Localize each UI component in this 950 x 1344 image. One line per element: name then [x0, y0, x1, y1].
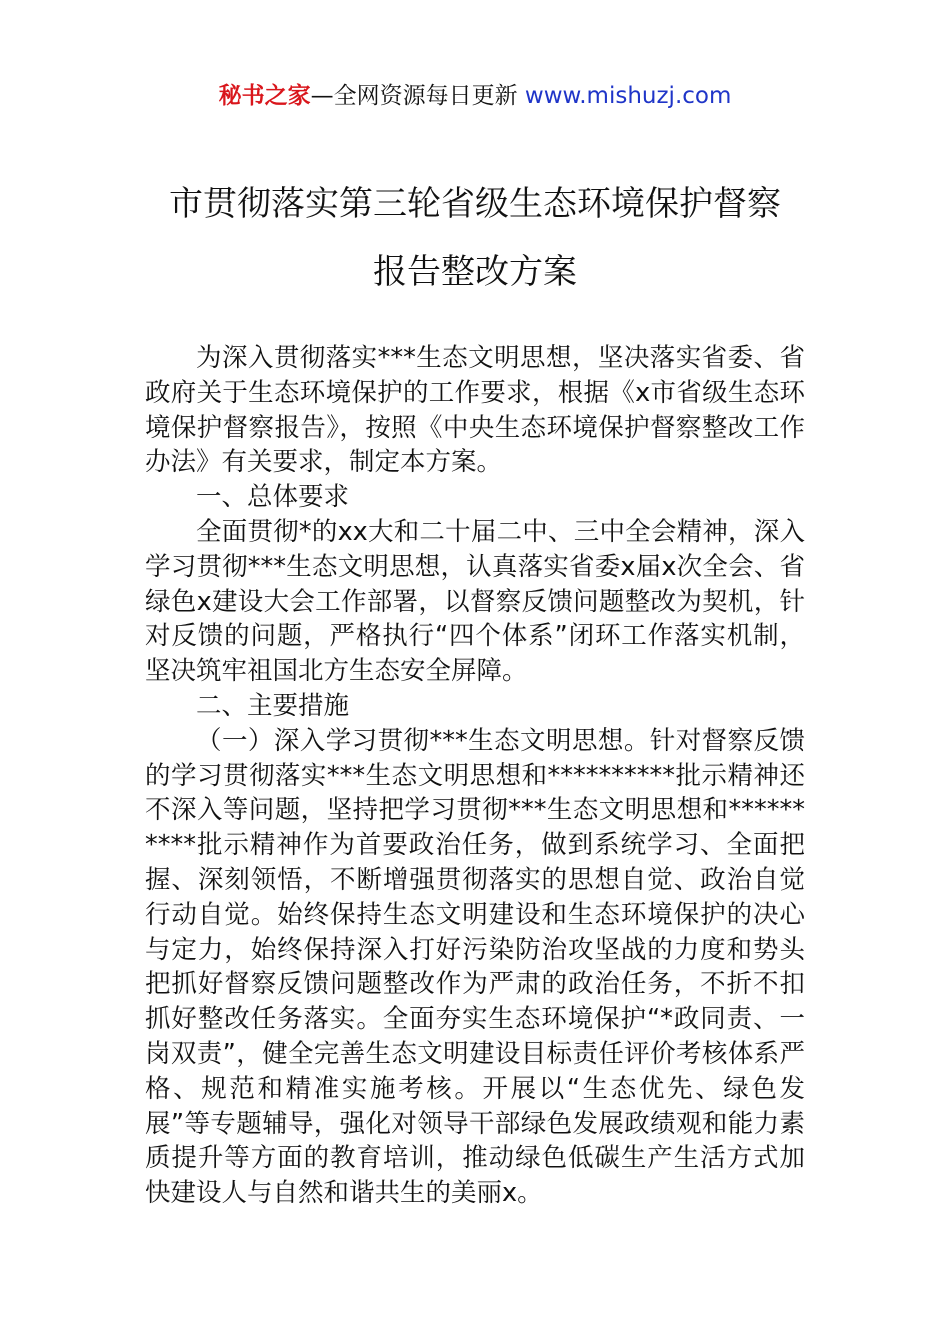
- site-banner: [0, 80, 950, 112]
- overall-requirements-paragraph: 全面贯彻*的xx大和二十届二中、三中全会精神，深入学习贯彻***生态文明思想，认真落实省委x届x次全会、省绿色x建设大会工作部署，以督察反馈问题整改为契机，针对反馈的问题，严格执行“四个体系”闭环工作落实机制，坚决筑牢祖国北方生态安全屏障。: [145, 516, 805, 687]
- brand-name: 秘书之家: [218, 83, 311, 109]
- document-title-line-1: 市贯彻落实第三轮省级生态环境保护督察: [169, 184, 781, 224]
- section-heading-main-measures: 二、主要措施: [196, 690, 350, 721]
- banner-slogan: —全网资源每日更新: [310, 83, 525, 109]
- measure-1-paragraph: （一）深入学习贯彻***生态文明思想。针对督察反馈的学习贯彻落实***生态文明思想和**********批示精神还不深入等问题，坚持把学习贯彻***生态文明思想和**********批示精神作为首要政治任务，做到系统学习、全面把握、深刻领悟，不断增强贯彻落实的思想自觉、政治自觉行动自觉。始终保持生态文明建设和生态环境保护的决心与定力，始终保持深入打好污染防治攻坚战的力度和势头把抓好督察反馈问题整改作为严肃的政治任务，不折不扣抓好整改任务落实。全面夯实生态环境保护“*政同责、一岗双责”，健全完善生态文明建设目标责任评价考核体系严格、规范和精准实施考核。开展以“生态优先、绿色发展”等专题辅导，强化对领导干部绿色发展政绩观和能力素质提升等方面的教育培训，推动绿色低碳生产生活方式加快建设人与自然和谐共生的美丽x。: [145, 725, 805, 1209]
- document-body: [145, 341, 805, 1211]
- site-url-link[interactable]: www.mishuzj.com: [524, 83, 732, 109]
- section-heading-overall-requirements: 一、总体要求: [196, 482, 350, 513]
- intro-paragraph: 为深入贯彻落实***生态文明思想，坚决落实省委、省政府关于生态环境保护的工作要求，根据《x市省级生态环境保护督察报告》，按照《中央生态环境保护督察整改工作办法》有关要求，制定本方案。: [145, 343, 805, 478]
- document-title-line-2: 报告整改方案: [373, 252, 577, 292]
